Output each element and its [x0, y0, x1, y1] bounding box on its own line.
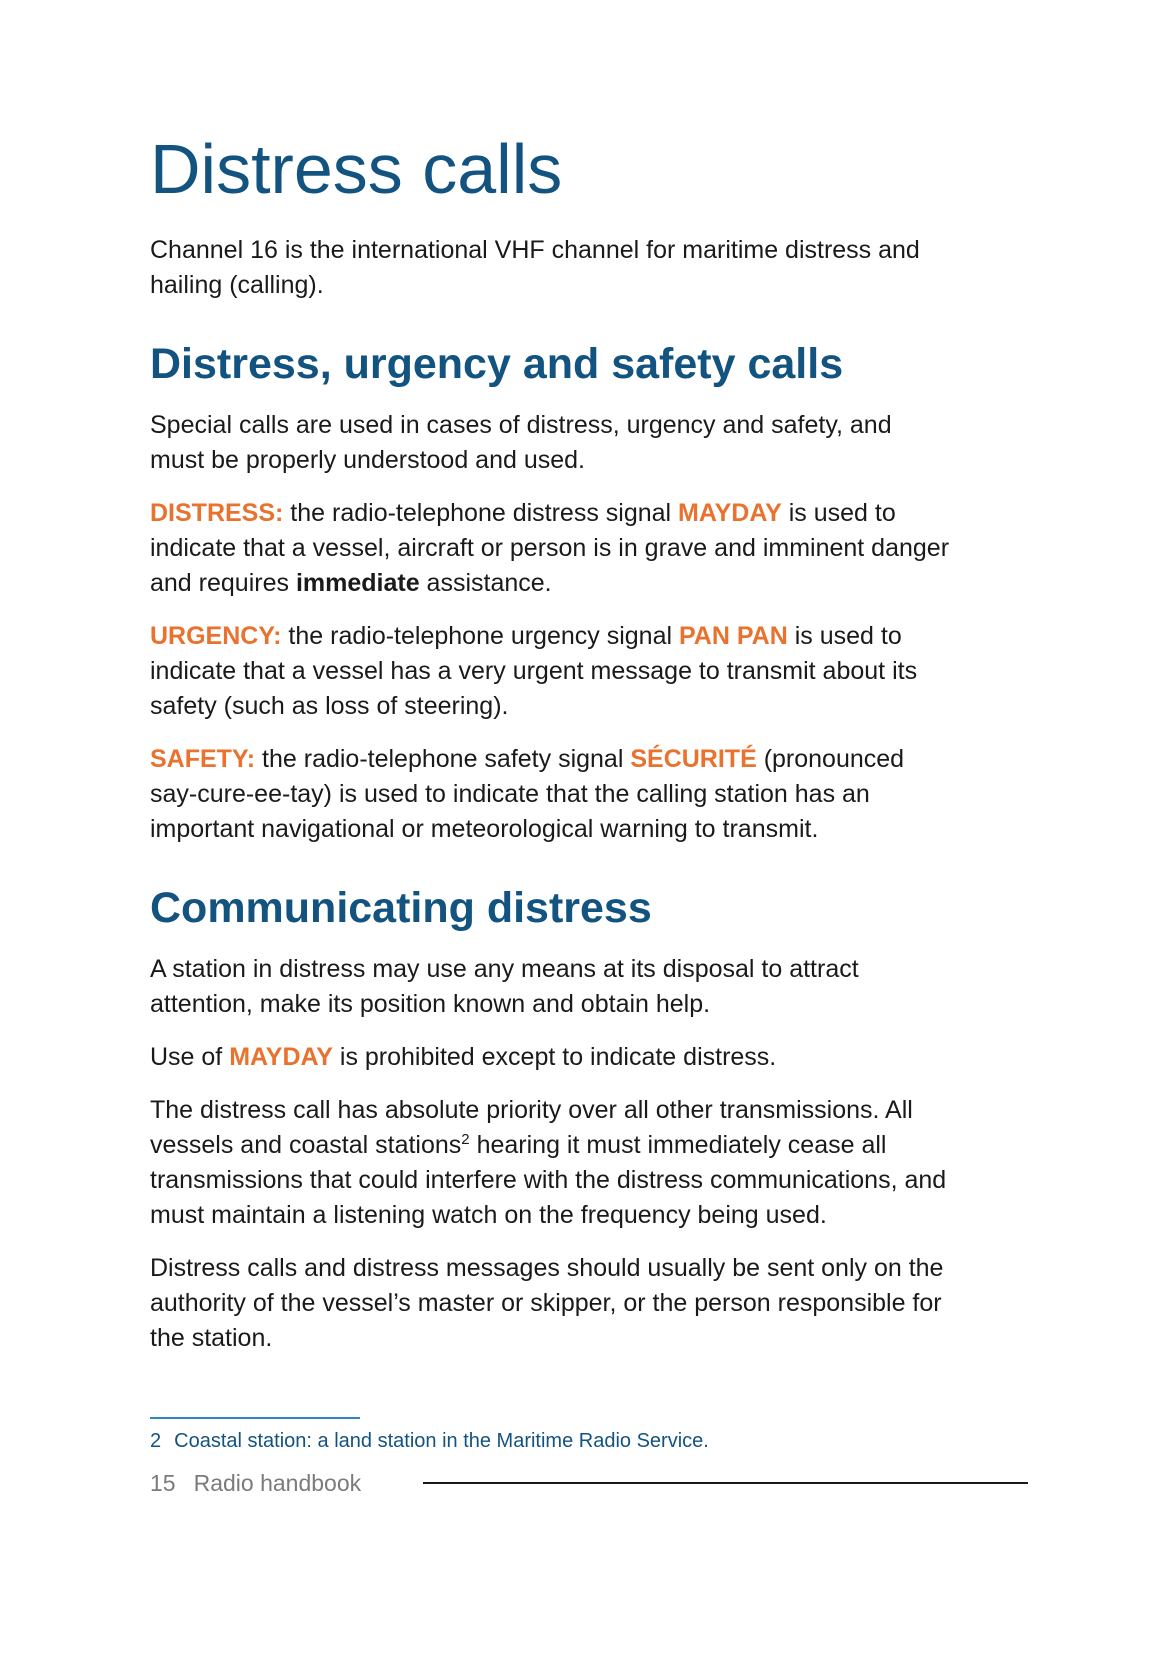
- footnote: [150, 1428, 952, 1454]
- paragraph-safety: SAFETY: the radio-telephone safety signal SÉCURITÉ (pronounced say-cure-ee-tay) is used to indicate that the calling station has an important navigational or meteorological warning to transmit.: [150, 744, 905, 843]
- paragraph-authority: Distress calls and distress messages should usually be sent only on the authority of the vessel’s master or skipper, or the person responsible for the station.: [150, 1253, 944, 1352]
- paragraph-distress: DISTRESS: the radio-telephone distress signal MAYDAY is used to indicate that a vessel, aircraft or person is in grave and imminent danger and requires immediate assistance.: [150, 498, 950, 597]
- footnote-separator-rule: [150, 1417, 360, 1419]
- footer-rule: [423, 1482, 1028, 1484]
- page-footer: [150, 1468, 1028, 1498]
- section-heading-communicating-distress: Communicating distress: [150, 883, 652, 932]
- footnote-marker: 2: [150, 1430, 162, 1452]
- page-number: 15: [150, 1470, 176, 1496]
- intro-paragraph: Channel 16 is the international VHF channel for maritime distress and hailing (calling).: [150, 235, 920, 299]
- document-body: [150, 130, 952, 1374]
- section-heading-distress-urgency-safety: Distress, urgency and safety calls: [150, 339, 844, 388]
- page-title: Distress calls: [150, 130, 563, 208]
- paragraph-mayday-prohibited: Use of MAYDAY is prohibited except to indicate distress.: [150, 1042, 777, 1071]
- paragraph-urgency: URGENCY: the radio-telephone urgency signal PAN PAN is used to indicate that a vessel has a very urgent message to transmit about its safety (such as loss of steering).: [150, 621, 918, 720]
- footnote-text: Coastal station: a land station in the Maritime Radio Service.: [174, 1430, 709, 1452]
- paragraph-special-calls: Special calls are used in cases of distress, urgency and safety, and must be properly understood and used.: [150, 410, 892, 474]
- footnote-block: [150, 1417, 952, 1454]
- paragraph-distress-priority: The distress call has absolute priority over all other transmissions. All vessels and coastal stations$^2$ hearing it must immediately cease all transmissions that could interfere with the distress communications, and must maintain a listening watch on the frequency being used.: [150, 1095, 947, 1229]
- paragraph-station-in-distress: A station in distress may use any means at its disposal to attract attention, make its position known and obtain help.: [150, 954, 859, 1018]
- book-title: Radio handbook: [193, 1470, 362, 1496]
